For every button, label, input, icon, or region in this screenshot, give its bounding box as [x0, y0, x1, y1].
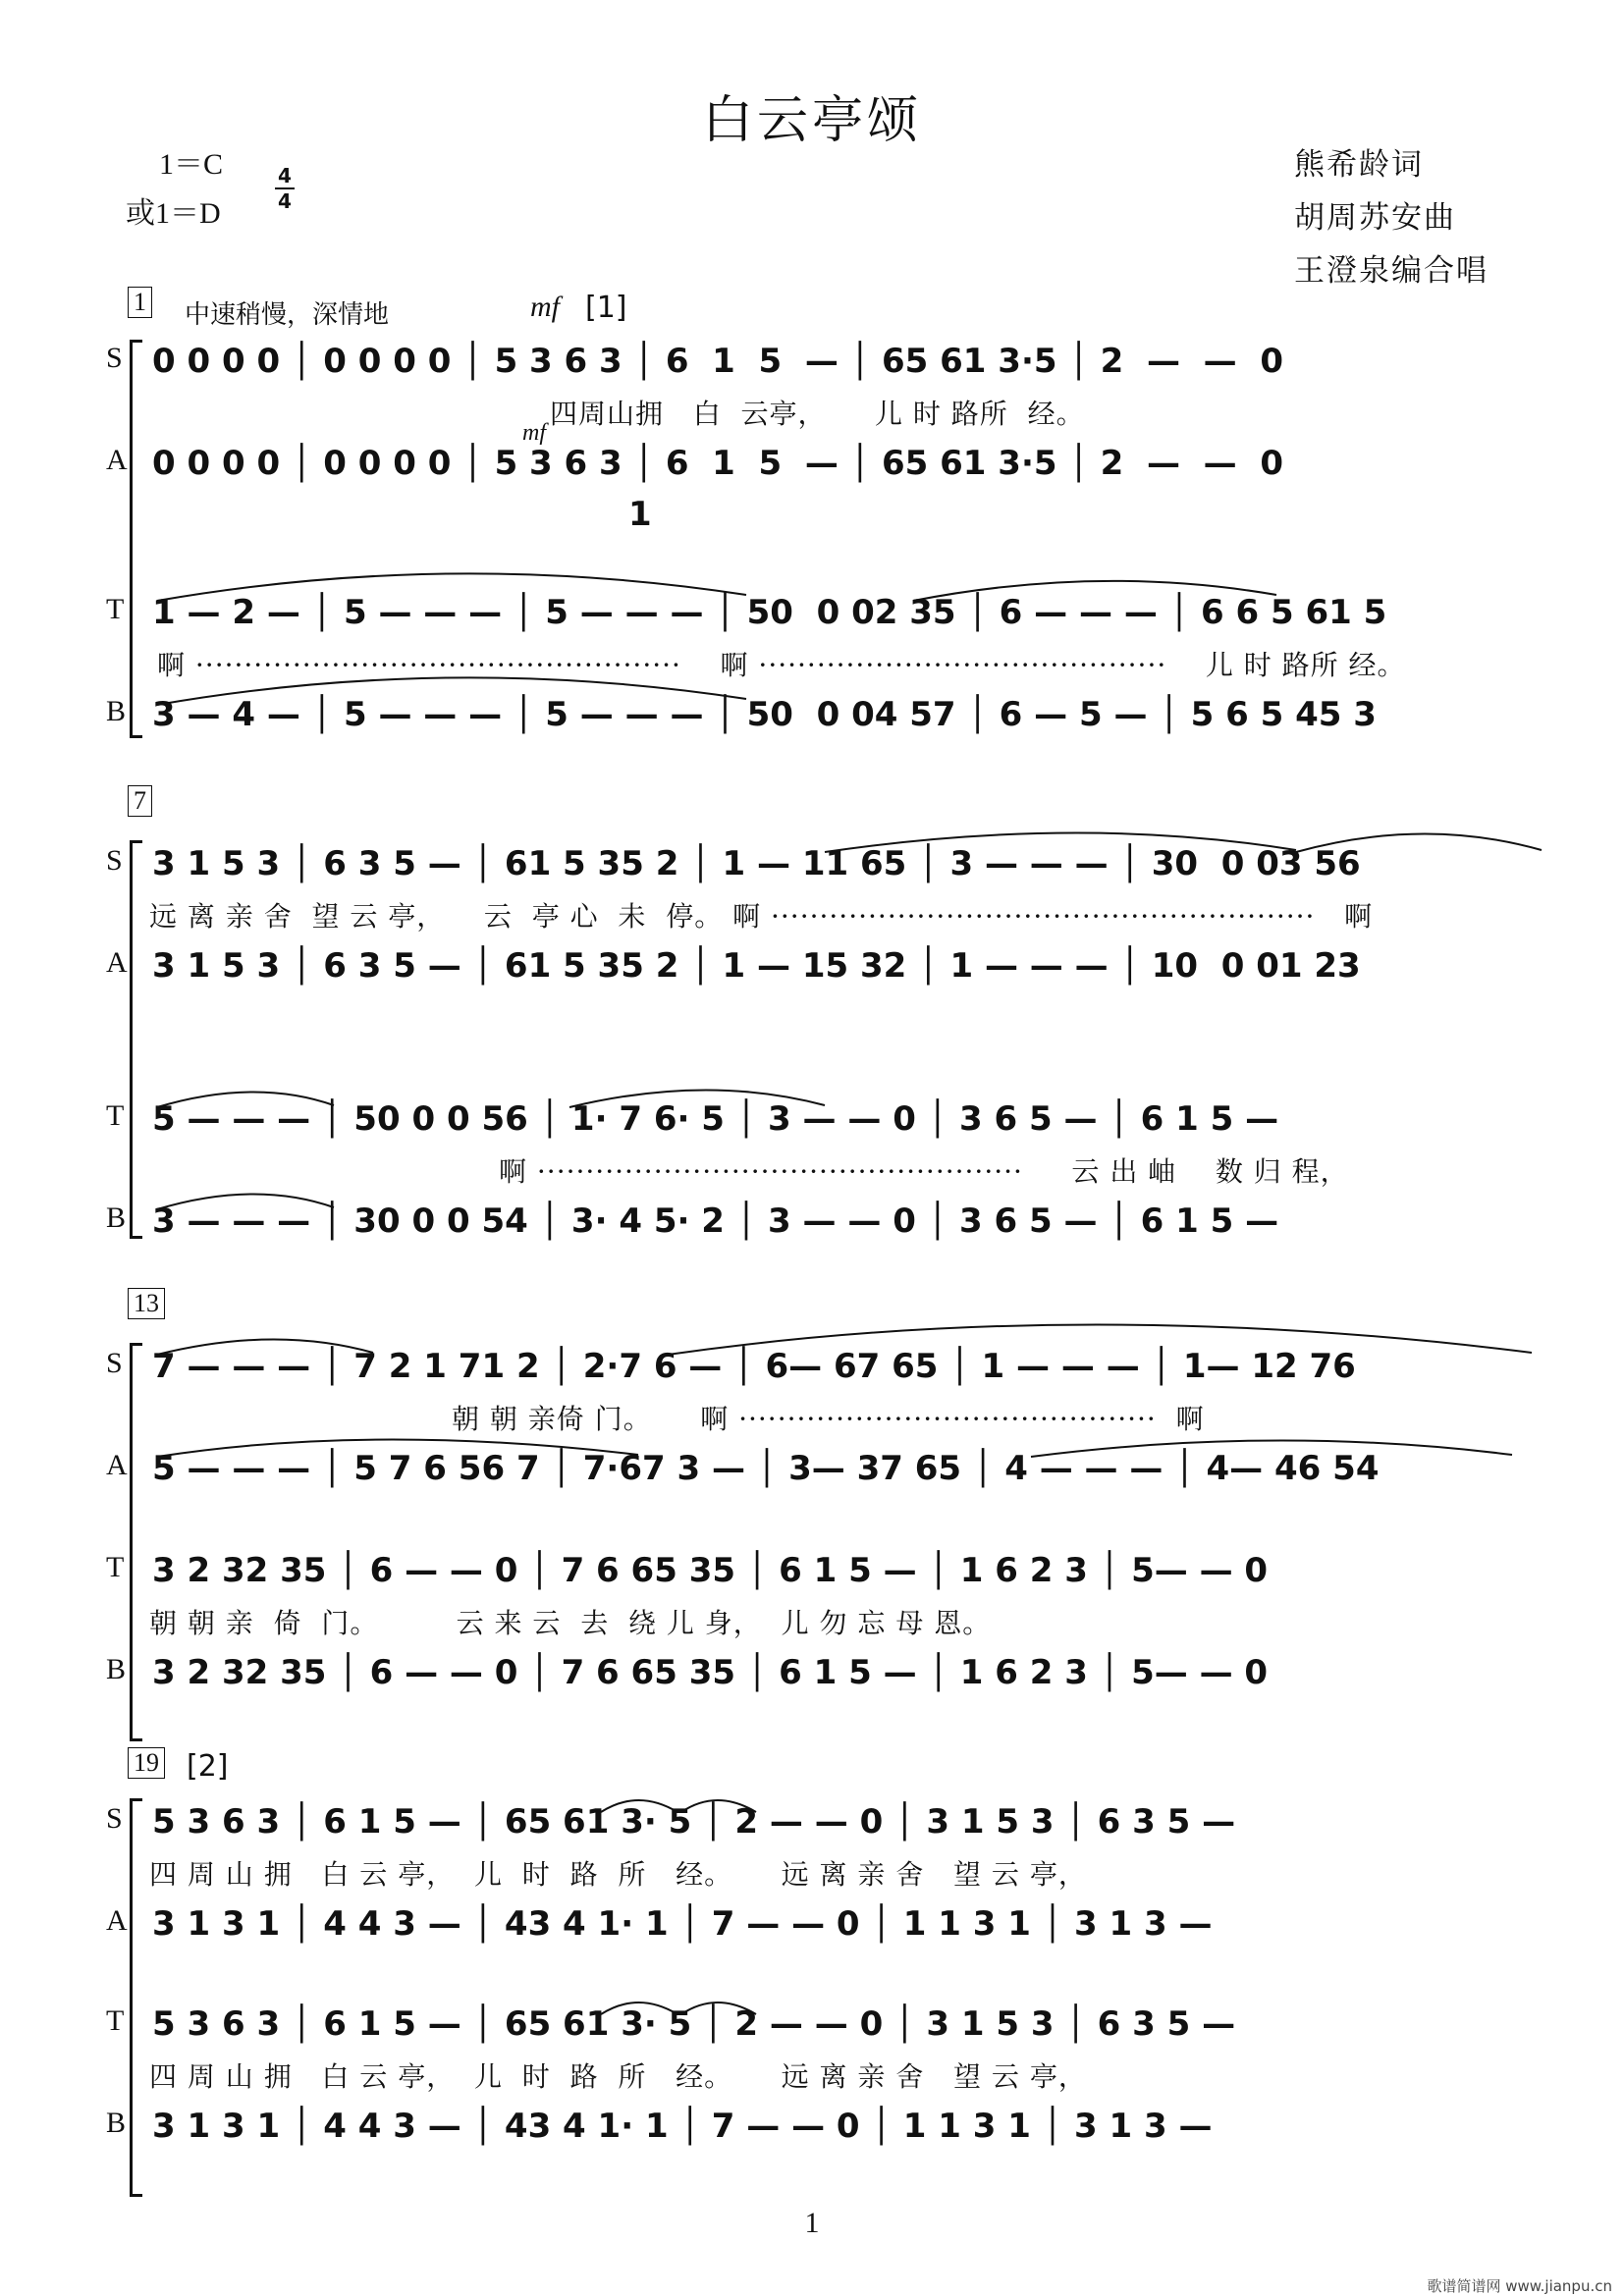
key-signature: 1＝C — [159, 148, 224, 181]
slur — [157, 1439, 638, 1457]
slur — [681, 1800, 756, 1812]
lyric-line: 朝 朝 亲倚 门。 啊 ··········································· 啊 — [452, 1403, 1205, 1435]
voice-label-b: B — [106, 1201, 127, 1234]
notation-row: 3 — — — │ 30 0 0 54 │ 3· 4 5· 2 │ 3 — — 0 │ 3 6 5 — │ 6 1 5 — — [152, 1201, 1279, 1241]
notation-row: 1 — 2 — │ 5 — — — │ 5 — — — │ 50 0 02 35 │ 6 — — — │ 6 6 5 61 5 — [152, 593, 1387, 632]
notation-row: 0 0 0 0 │ 0 0 0 0 │ 5 3 6 3 │ 6 1 5 — │ 65 61 3·5 │ 2 — — 0 — [152, 444, 1283, 483]
voice-label-b: B — [106, 695, 127, 727]
slur — [601, 1800, 677, 1812]
lyric-line: 四 周 山 拥 白 云 亭， 儿 时 路 所 经。 远 离 亲 舍 望 云 亭， — [149, 1858, 1087, 1891]
notation-row: 5 3 6 3 │ 6 1 5 — │ 65 61 3· 5 │ 2 — — 0 │ 3 1 5 3 │ 6 3 5 — — [152, 2004, 1236, 2044]
dynamic-marking: mf — [530, 291, 560, 323]
system-number: 19 — [128, 1747, 165, 1779]
slur — [668, 1324, 1532, 1355]
notation-row: 3 1 3 1 │ 4 4 3 — │ 43 4 1· 1 │ 7 — — 0 │ 1 1 3 1 │ 3 1 3 — — [152, 2107, 1213, 2146]
slur — [157, 1194, 334, 1209]
notation-row: 3 1 5 3 │ 6 3 5 — │ 61 5 35 2 │ 1 — 15 32 │ 1 — — — │ 10 0 01 23 — [152, 946, 1361, 986]
voice-label-t: T — [106, 1099, 125, 1132]
tempo-marking: 中速稍慢，深情地 — [185, 300, 390, 330]
slur — [913, 581, 1276, 601]
slur — [601, 2002, 677, 2014]
voice-label-a: A — [106, 946, 128, 979]
dynamic-marking: mf — [522, 420, 546, 446]
notation-row: 7 — — — │ 7 2 1 71 2 │ 2·7 6 — │ 6— 67 65 │ 1 — — — │ 1— 12 76 — [152, 1347, 1356, 1386]
lyricist-credit: 熊希龄词 — [1294, 147, 1424, 183]
notation-row: 5 — — — │ 5 7 6 56 7 │ 7·67 3 — │ 3— 37 65 │ 4 — — — │ 4— 46 54 — [152, 1449, 1380, 1488]
voice-label-s: S — [106, 342, 123, 374]
notation-extra: 1 — [628, 495, 652, 534]
voice-label-a: A — [106, 1449, 128, 1481]
rehearsal-mark: [2] — [187, 1749, 229, 1784]
voice-label-b: B — [106, 1653, 127, 1685]
notation-row: 3 2 32 35 │ 6 — — 0 │ 7 6 65 35 │ 6 1 5 — │ 1 6 2 3 │ 5— — 0 — [152, 1551, 1269, 1590]
meter-top: 4 — [278, 164, 292, 187]
voice-label-t: T — [106, 593, 125, 625]
voice-label-a: A — [106, 1904, 128, 1937]
lyric-line: 啊 ·················································· 云 出 岫 数 归 程， — [499, 1155, 1349, 1188]
voice-label-a: A — [106, 444, 128, 476]
notation-row: 3 — 4 — │ 5 — — — │ 5 — — — │ 50 0 04 57 │ 6 — 5 — │ 5 6 5 45 3 — [152, 695, 1377, 734]
arranger-credit: 王澄泉编合唱 — [1294, 253, 1489, 289]
slur — [157, 1092, 334, 1107]
composer-credit: 胡周苏安曲 — [1294, 200, 1456, 236]
slur — [157, 1339, 373, 1355]
key-signature-alternate: 或1＝D — [126, 197, 221, 230]
voice-label-s: S — [106, 844, 123, 877]
lyric-line: 远 离 亲 舍 望 云 亭， 云 亭 心 未 停。 啊 ························································ 啊 — [149, 900, 1374, 933]
page-number: 1 — [804, 2207, 820, 2239]
meter-bottom: 4 — [278, 189, 292, 213]
rehearsal-mark: [1] — [585, 291, 627, 325]
system-number: 1 — [128, 287, 152, 318]
voice-label-t: T — [106, 1551, 125, 1583]
notation-row: 5 — — — │ 50 0 0 56 │ 1· 7 6· 5 │ 3 — — 0 │ 3 6 5 — │ 6 1 5 — — [152, 1099, 1279, 1139]
lyric-line: 四周山拥 白 云亭， 儿 时 路所 经。 — [550, 398, 1085, 430]
watermark: 歌谱简谱网 www.jianpu.cn — [1427, 2277, 1612, 2295]
notation-row: 3 2 32 35 │ 6 — — 0 │ 7 6 65 35 │ 6 1 5 — │ 1 6 2 3 │ 5— — 0 — [152, 1653, 1269, 1692]
lyric-line: 四 周 山 拥 白 云 亭， 儿 时 路 所 经。 远 离 亲 舍 望 云 亭， — [149, 2060, 1087, 2093]
slur — [681, 2002, 756, 2014]
lyric-line: 朝 朝 亲 倚 门。 云 来 云 去 绕 儿 身， 儿 勿 忘 母 恩。 — [149, 1607, 992, 1639]
slur — [1031, 1440, 1512, 1457]
slur — [569, 1090, 825, 1107]
notation-row: 3 1 3 1 │ 4 4 3 — │ 43 4 1· 1 │ 7 — — 0 │ 1 1 3 1 │ 3 1 3 — — [152, 1904, 1213, 1944]
slur — [157, 677, 746, 705]
notation-row: 0 0 0 0 │ 0 0 0 0 │ 5 3 6 3 │ 6 1 5 — │ 65 61 3·5 │ 2 — — 0 — [152, 342, 1283, 381]
system-number: 7 — [128, 785, 152, 817]
voice-label-s: S — [106, 1802, 123, 1835]
slur — [157, 573, 746, 601]
notation-row: 3 1 5 3 │ 6 3 5 — │ 61 5 35 2 │ 1 — 11 65 │ 3 — — — │ 30 0 03 56 — [152, 844, 1361, 883]
page-title: 白云亭颂 — [701, 91, 922, 150]
slur — [1296, 833, 1542, 852]
voice-label-b: B — [106, 2107, 127, 2139]
system-number: 13 — [128, 1288, 165, 1319]
notation-row: 5 3 6 3 │ 6 1 5 — │ 65 61 3· 5 │ 2 — — 0 │ 3 1 5 3 │ 6 3 5 — — [152, 1802, 1236, 1842]
lyric-line: 啊 ·················································· 啊 ·········································· 儿 时 路所 经。 — [157, 649, 1406, 681]
slur — [825, 832, 1296, 852]
voice-label-s: S — [106, 1347, 123, 1379]
voice-label-t: T — [106, 2004, 125, 2037]
